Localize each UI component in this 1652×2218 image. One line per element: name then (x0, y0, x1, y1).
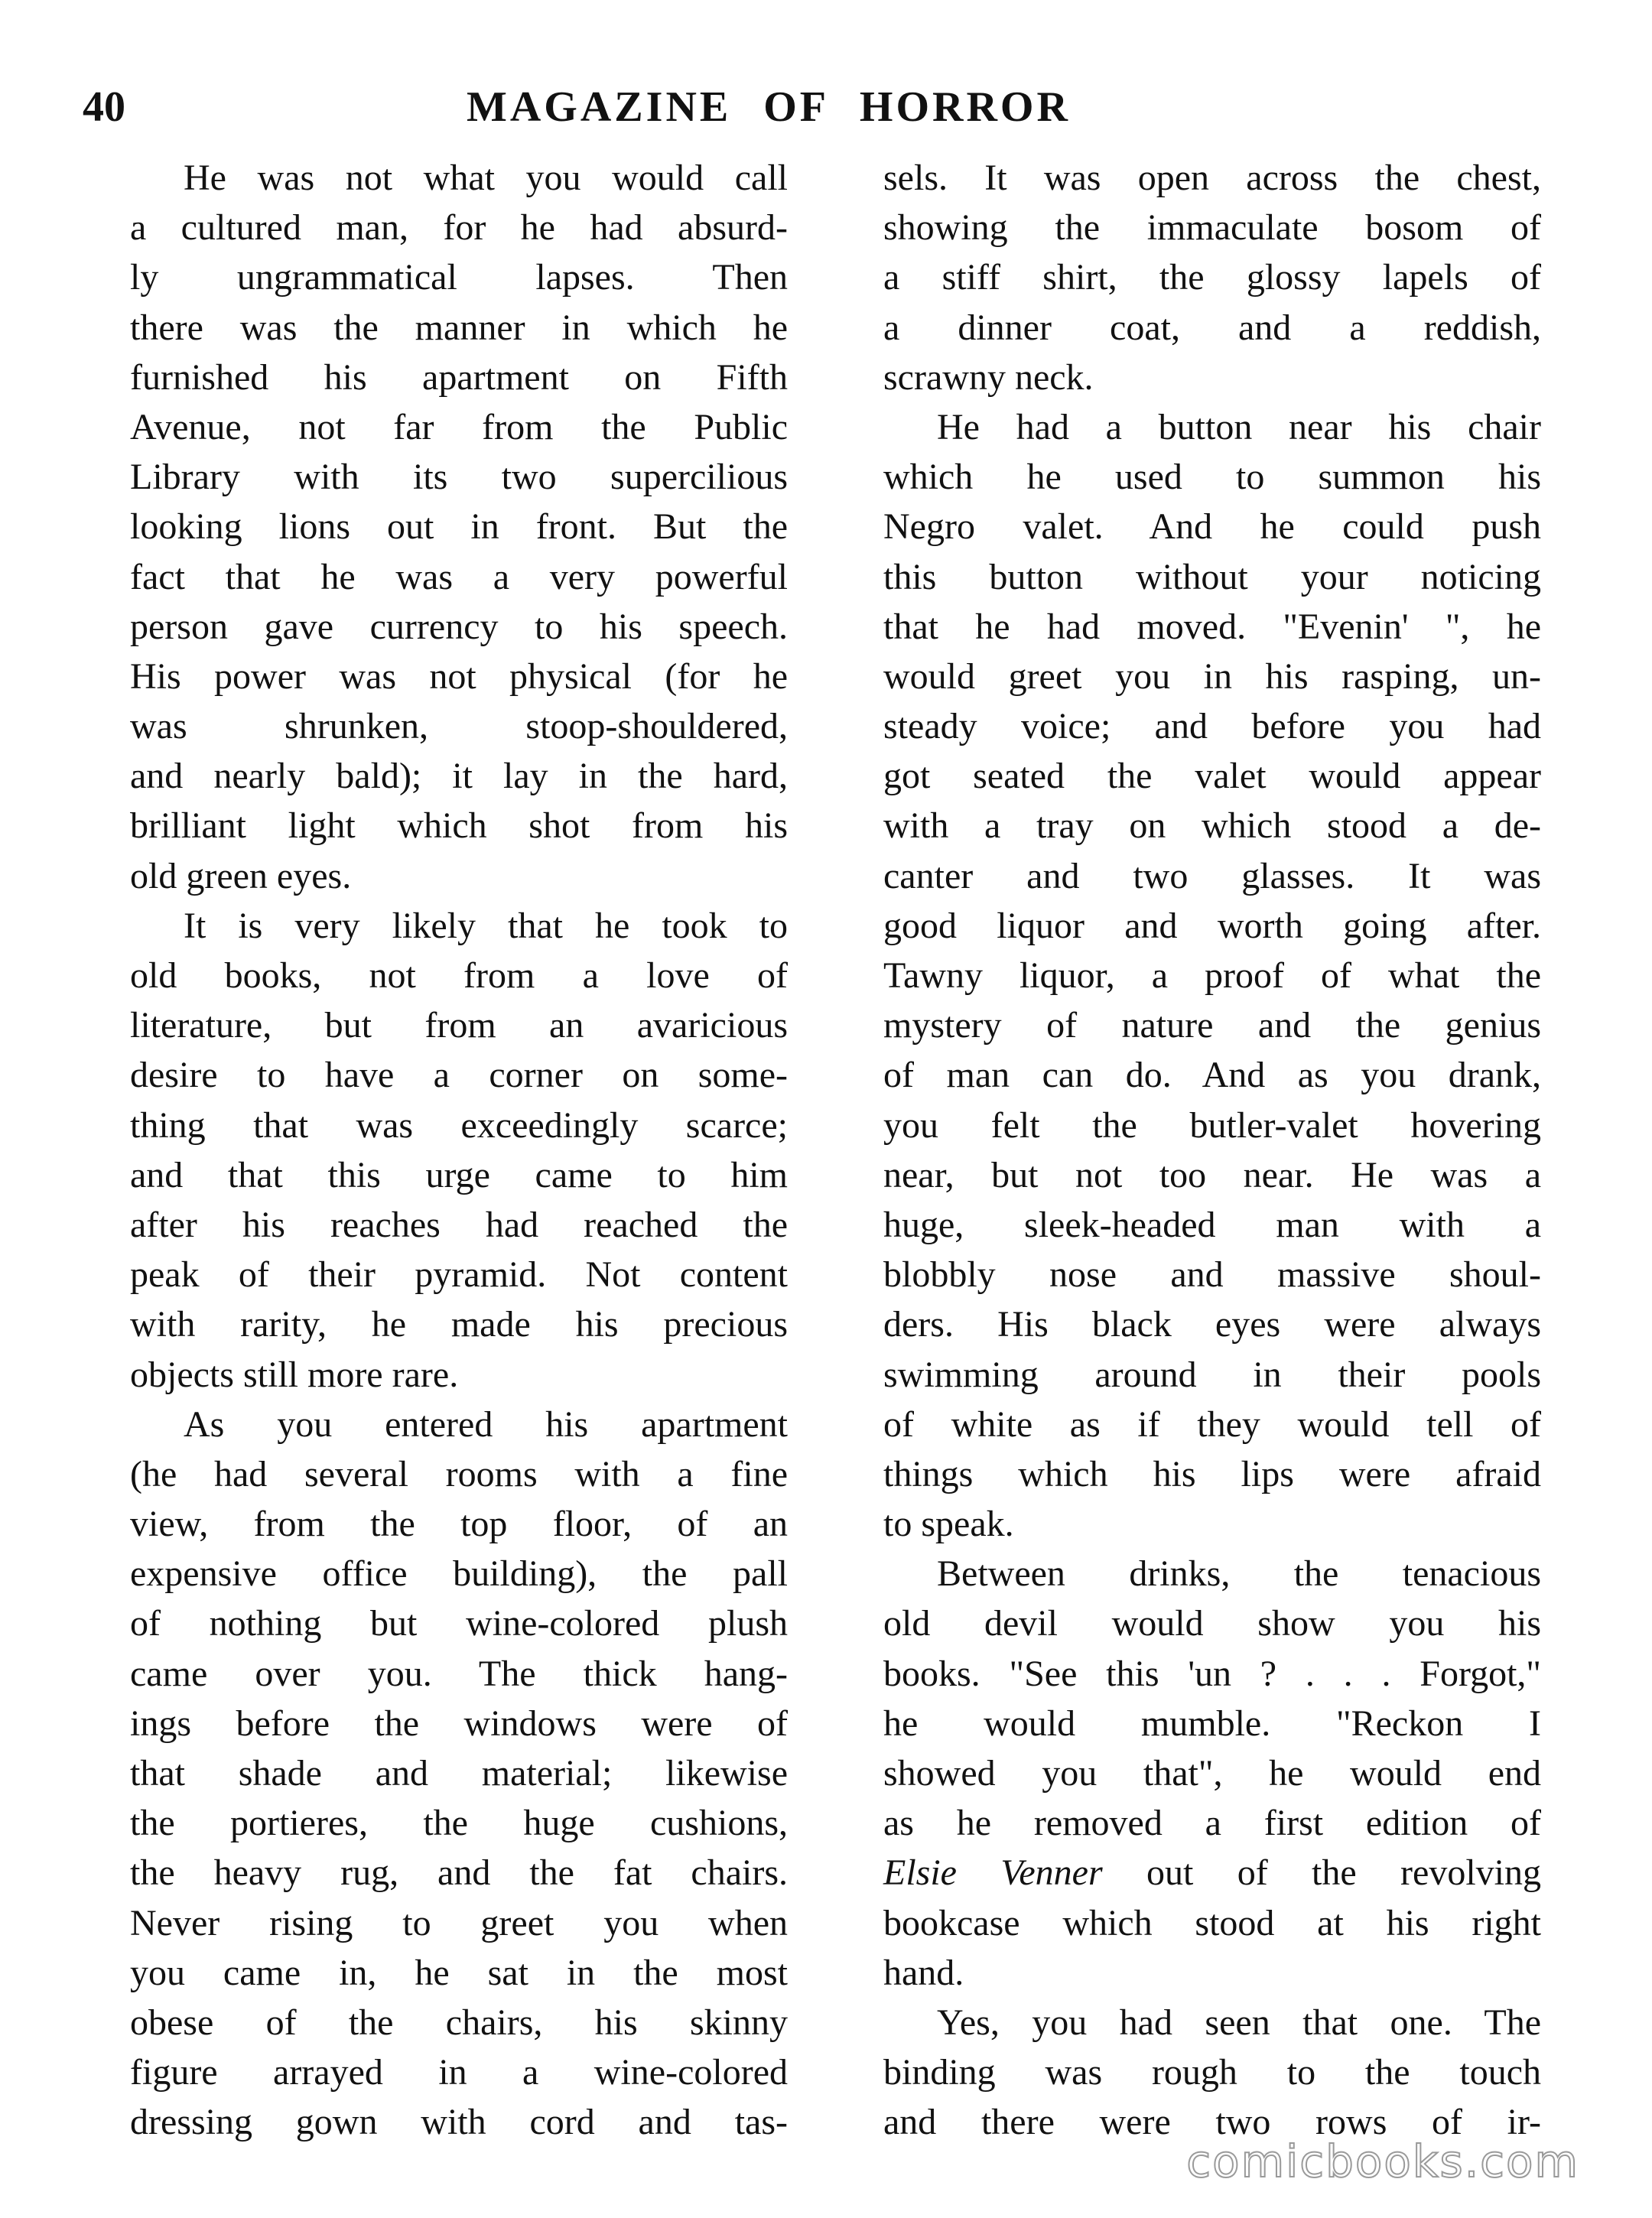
text-line: got seated the valet would appear (883, 756, 1541, 797)
text-line: ders. His black eyes were always (883, 1304, 1541, 1345)
text-line: you came in, he sat in the most (130, 1952, 788, 1993)
page-number: 40 (83, 83, 125, 131)
text-line: Library with its two supercilious (130, 457, 788, 498)
text-line: mystery of nature and the genius (883, 1005, 1541, 1046)
text-line: to speak. (883, 1504, 1014, 1545)
text-line: obese of the chairs, his skinny (130, 2002, 788, 2043)
text-line: that shade and material; likewise (130, 1753, 788, 1794)
text-line: Elsie Venner out of the revolving (883, 1852, 1542, 1894)
text-line: things which his lips were afraid (883, 1453, 1541, 1494)
text-line: Negro valet. And he could push (883, 506, 1541, 548)
text-line: His power was not physical (for he (130, 655, 788, 697)
text-line: fact that he was a very powerful (130, 556, 788, 597)
text-line: person gave currency to his speech. (130, 606, 788, 647)
text-column-right (883, 153, 1541, 2148)
text-line: Yes, you had seen that one. The (937, 2002, 1541, 2043)
text-line: that he had moved. "Evenin' ", he (883, 606, 1541, 647)
text-line: old green eyes. (130, 855, 352, 896)
text-line: bookcase which stood at his right (883, 1902, 1541, 1943)
text-line: and that this urge came to him (130, 1154, 788, 1195)
text-line: swimming around in their pools (883, 1354, 1541, 1395)
text-line: blobbly nose and massive shoul- (883, 1254, 1541, 1296)
text-line: Between drinks, the tenacious (937, 1553, 1541, 1595)
watermark: comicbooks.com (1186, 2135, 1579, 2187)
text-line: furnished his apartment on Fifth (130, 356, 788, 398)
text-line: with a tray on which stood a de- (883, 805, 1541, 847)
text-line: came over you. The thick hang- (130, 1653, 788, 1694)
text-line: brilliant light which shot from his (130, 805, 788, 847)
text-column-left (130, 153, 788, 2148)
text-line: he would mumble. "Reckon I (883, 1703, 1541, 1744)
text-line: (he had several rooms with a fine (130, 1453, 788, 1494)
text-line: It is very likely that he took to (184, 905, 788, 946)
text-line: looking lions out in front. But the (130, 506, 788, 548)
text-line: expensive office building), the pall (130, 1553, 788, 1595)
text-line: Avenue, not far from the Public (130, 406, 788, 447)
text-line: of white as if they would tell of (883, 1403, 1541, 1445)
text-line: this button without your noticing (883, 556, 1541, 597)
text-line: was shrunken, stoop-shouldered, (130, 706, 788, 747)
text-line: ly ungrammatical lapses. Then (130, 257, 788, 298)
text-line: and there were two rows of ir- (883, 2102, 1541, 2143)
text-line: literature, but from an avaricious (130, 1005, 788, 1046)
text-line: steady voice; and before you had (883, 706, 1541, 747)
page-header (0, 73, 1652, 141)
text-line: after his reaches had reached the (130, 1204, 788, 1245)
text-line: there was the manner in which he (130, 307, 788, 348)
text-line: good liquor and worth going after. (883, 905, 1541, 946)
text-line: Tawny liquor, a proof of what the (883, 955, 1541, 996)
text-line: near, but not too near. He was a (883, 1154, 1541, 1195)
text-line: which he used to summon his (883, 457, 1541, 498)
text-line: scrawny neck. (883, 356, 1094, 398)
text-line: a cultured man, for he had absurd- (130, 207, 788, 249)
text-line: thing that was exceedingly scarce; (130, 1104, 788, 1146)
text-line: showed you that", he would end (883, 1753, 1541, 1794)
text-line: canter and two glasses. It was (883, 855, 1541, 896)
text-line: books. "See this 'un ? . . . Forgot," (883, 1653, 1541, 1694)
text-line: Never rising to greet you when (130, 1902, 788, 1943)
text-line: sels. It was open across the chest, (883, 158, 1541, 198)
text-line: view, from the top floor, of an (130, 1504, 788, 1545)
text-line: a dinner coat, and a reddish, (883, 307, 1541, 348)
text-line: you felt the butler-valet hovering (883, 1104, 1541, 1146)
text-line: would greet you in his rasping, un- (883, 655, 1541, 697)
text-line: peak of their pyramid. Not content (130, 1254, 788, 1296)
text-line: desire to have a corner on some- (130, 1055, 788, 1096)
text-line: and nearly bald); it lay in the hard, (130, 756, 788, 797)
text-line: as he removed a first edition of (883, 1803, 1541, 1844)
text-line: the portieres, the huge cushions, (130, 1803, 788, 1844)
text-line: As you entered his apartment (184, 1403, 788, 1445)
text-line: hand. (883, 1952, 964, 1993)
running-title: MAGAZINE OF HORROR (467, 83, 1071, 131)
text-line: the heavy rug, and the fat chairs. (130, 1852, 788, 1894)
text-line: He was not what you would call (184, 158, 788, 198)
text-line: ings before the windows were of (130, 1703, 788, 1744)
text-line: of man can do. And as you drank, (883, 1055, 1541, 1096)
text-line: a stiff shirt, the glossy lapels of (883, 257, 1541, 298)
text-line: dressing gown with cord and tas- (130, 2102, 788, 2143)
text-line: binding was rough to the touch (883, 2052, 1541, 2093)
text-line: old books, not from a love of (130, 955, 788, 996)
text-line: with rarity, he made his precious (130, 1304, 788, 1345)
text-line: He had a button near his chair (937, 406, 1541, 447)
text-line: showing the immaculate bosom of (883, 207, 1541, 249)
text-line: old devil would show you his (883, 1603, 1541, 1644)
text-line: figure arrayed in a wine-colored (130, 2052, 788, 2093)
text-line: objects still more rare. (130, 1354, 459, 1395)
text-line: huge, sleek-headed man with a (883, 1204, 1541, 1245)
text-line: of nothing but wine-colored plush (130, 1603, 788, 1644)
